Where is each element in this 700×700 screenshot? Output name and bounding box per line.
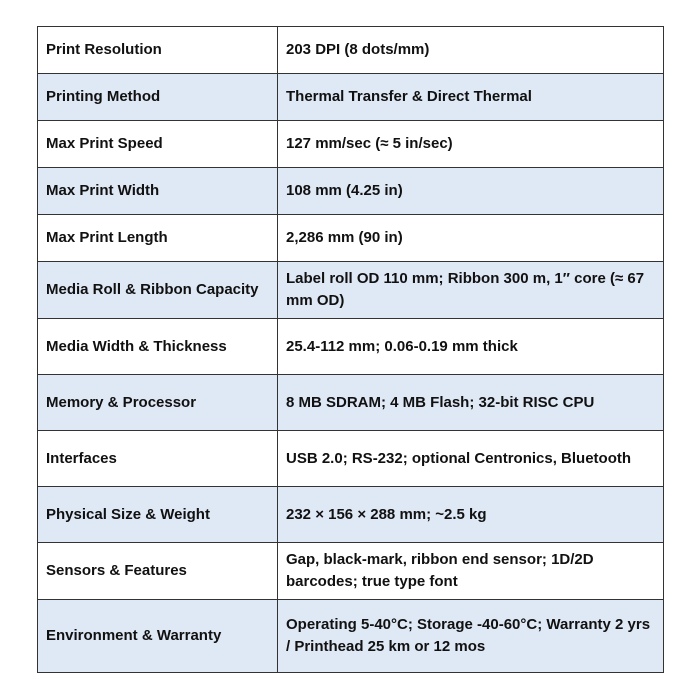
table-row (38, 215, 664, 262)
spec-value: Thermal Transfer & Direct Thermal (278, 74, 664, 121)
spec-value: 127 mm/sec (≈ 5 in/sec) (278, 121, 664, 168)
spec-value: Gap, black-mark, ribbon end sensor; 1D/2D barcodes; true type font (278, 543, 664, 600)
spec-value: 232 × 156 × 288 mm; ~2.5 kg (278, 487, 664, 543)
table-row (38, 375, 664, 431)
spec-label: Media Width & Thickness (38, 319, 278, 375)
spec-value: 25.4-112 mm; 0.06-0.19 mm thick (278, 319, 664, 375)
spec-value: 203 DPI (8 dots/mm) (278, 27, 664, 74)
table-row (38, 74, 664, 121)
spec-label: Interfaces (38, 431, 278, 487)
spec-label: Print Resolution (38, 27, 278, 74)
spec-label: Max Print Width (38, 168, 278, 215)
spec-label: Sensors & Features (38, 543, 278, 600)
spec-value: Operating 5-40°C; Storage -40-60°C; Warranty 2 yrs / Printhead 25 km or 12 mos (278, 600, 664, 673)
spec-label: Max Print Speed (38, 121, 278, 168)
table-row (38, 168, 664, 215)
spec-label: Printing Method (38, 74, 278, 121)
table-row (38, 487, 664, 543)
spec-value: USB 2.0; RS-232; optional Centronics, Bluetooth (278, 431, 664, 487)
table-row (38, 262, 664, 319)
table-row (38, 319, 664, 375)
spec-value: Label roll OD 110 mm; Ribbon 300 m, 1″ core (≈ 67 mm OD) (278, 262, 664, 319)
table-row (38, 543, 664, 600)
table-row (38, 600, 664, 673)
spec-label: Max Print Length (38, 215, 278, 262)
spec-label: Memory & Processor (38, 375, 278, 431)
spec-label: Environment & Warranty (38, 600, 278, 673)
spec-label: Media Roll & Ribbon Capacity (38, 262, 278, 319)
spec-value: 8 MB SDRAM; 4 MB Flash; 32-bit RISC CPU (278, 375, 664, 431)
table-row (38, 27, 664, 74)
table-row (38, 431, 664, 487)
table-row (38, 121, 664, 168)
spec-value: 108 mm (4.25 in) (278, 168, 664, 215)
spec-value: 2,286 mm (90 in) (278, 215, 664, 262)
spec-label: Physical Size & Weight (38, 487, 278, 543)
spec-table (37, 26, 664, 673)
